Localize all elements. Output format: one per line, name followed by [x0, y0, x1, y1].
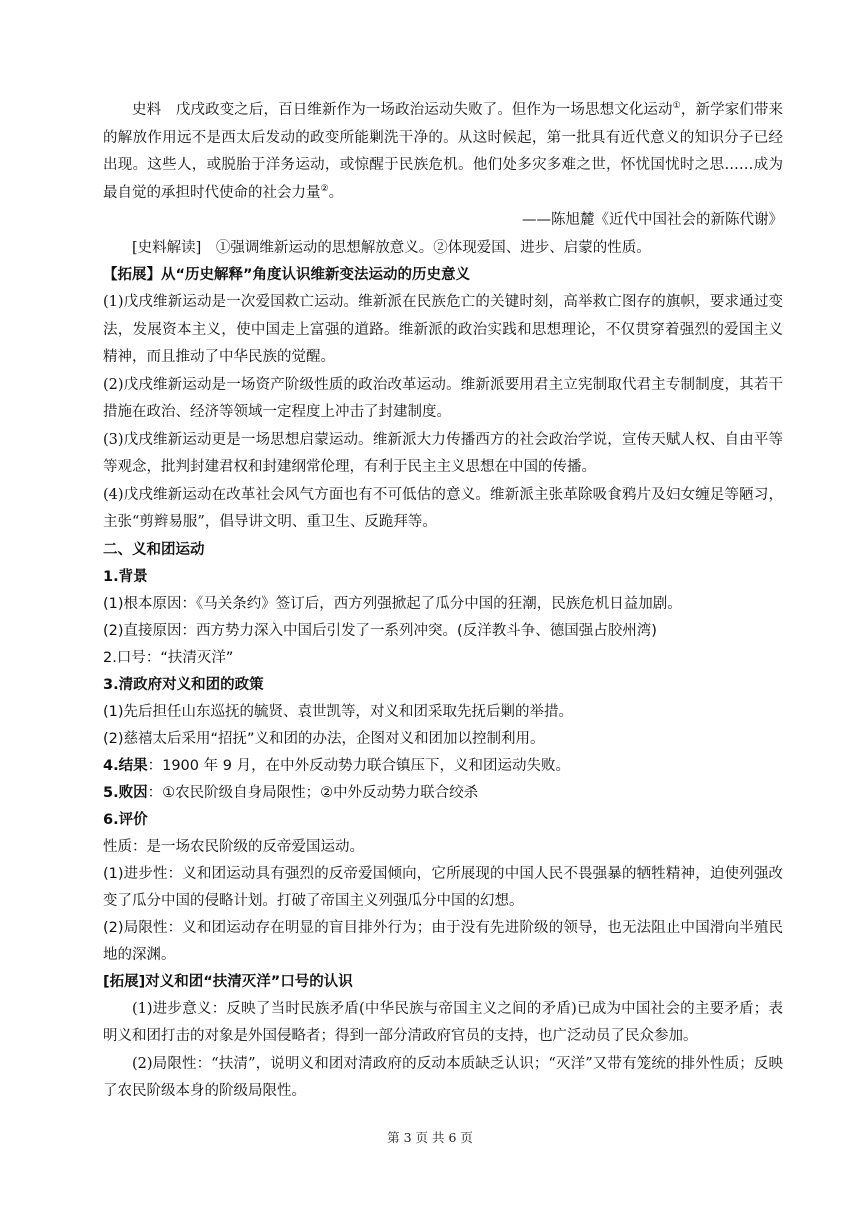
expand1-item: (4)戊戌维新运动在改革社会风气方面也有不可低估的意义。维新派主张革除吸食鸦片及妇女缠足等陋习，主张“剪辫易服”，倡导讲文明、重卫生、反跪拜等。	[103, 486, 783, 530]
expand1-item: (2)戊戌维新运动是一场资产阶级性质的政治改革运动。维新派要用君主立宪制取代君主专制制度，其若干措施在政治、经济等领域一定程度上冲击了封建制度。	[103, 376, 783, 420]
excerpt-interpretation: [史料解读] ①强调维新运动的思想解放意义。②体现爱国、进步、启蒙的性质。	[132, 239, 651, 256]
excerpt-source: ——陈旭麓《近代中国社会的新陈代谢》	[522, 212, 783, 228]
policy-item: (1)先后担任山东巡抚的毓贤、袁世凯等，对义和团采取先抚后剿的举措。	[103, 703, 574, 720]
expand1-title: 【拓展】从“历史解释”角度认识维新变法运动的历史意义	[103, 267, 471, 283]
evaluation-item: (2)局限性：义和团运动存在明显的盲目排外行为；由于没有先进阶级的领导，也无法阻止中国滑向半殖民地的深渊。	[103, 919, 783, 963]
section-2	[103, 537, 783, 996]
result-label: 4.结果	[103, 757, 148, 774]
expand2-item: (1)进步意义：反映了当时民族矛盾(中华民族与帝国主义之间的矛盾)已成为中国社会的主要矛盾；表明义和团打击的对象是外国侵略者；得到一部分清政府官员的支持，也广泛动员了民众参加。	[103, 1000, 783, 1044]
expand2-title: [拓展]对义和团“扶清灭洋”口号的认识	[103, 973, 353, 990]
expand1-item: (1)戊戌维新运动是一次爱国救亡运动。维新派在民族危亡的关键时刻，高举救亡图存的旗帜，要求通过变法，发展资本主义，使中国走上富强的道路。维新派的政治实践和思想理论，不仅贯穿着强烈的爱国主义精神，而且推动了中华民族的觉醒。	[103, 294, 783, 365]
policy-item: (2)慈禧太后采用“招抚”义和团的办法，企图对义和团加以控制利用。	[103, 730, 545, 747]
policy-title: 3.清政府对义和团的政策	[103, 676, 264, 693]
cause-label: 5.败因	[103, 784, 148, 801]
section2-title: 二、义和团运动	[103, 541, 205, 558]
excerpt-text-2: ，新学家们带来的解放作用远不是西太后发动的政变所能剿洗干净的。从这时候起，第一批具有近代意义的知识分子已经出现。这些人，或脱胎于洋务运动，或惊醒于民族危机。他们处多灾多难之世，怀忧国忧时之思……成为最自觉的承担时代使命的社会力量	[103, 102, 784, 201]
cause-line	[103, 780, 783, 807]
excerpt-end: 。	[328, 184, 344, 201]
footnote-2: ②	[320, 183, 329, 194]
page-content	[103, 97, 783, 1106]
slogan-line: 2.口号：“扶清灭洋”	[103, 649, 234, 666]
cause-text: ：①农民阶级自身局限性；②中外反动势力联合绞杀	[147, 784, 479, 801]
background-title: 1.背景	[103, 568, 148, 585]
evaluation-title: 6.评价	[103, 811, 148, 828]
excerpt-paragraph	[103, 97, 783, 207]
result-text: ：1900 年 9 月，在中外反动势力联合镇压下，义和团运动失败。	[147, 757, 571, 774]
expand2-item: (2)局限性：“扶清”，说明义和团对清政府的反动本质缺乏认识；“灭洋”又带有笼统的排外性质；反映了农民阶级本身的阶级局限性。	[103, 1055, 783, 1099]
page-footer: 第 3 页 共 6 页	[387, 1130, 473, 1145]
nature-line: 性质：是一场农民阶级的反帝爱国运动。	[103, 838, 364, 855]
background-item: (1)根本原因：《马关条约》签订后，西方列强掀起了瓜分中国的狂潮，民族危机日益加剧。	[103, 595, 682, 612]
evaluation-item: (1)进步性：义和团运动具有强烈的反帝爱国倾向，它所展现的中国人民不畏强暴的牺牲精神，迫使列强改变了瓜分中国的侵略计划。打破了帝国主义列强瓜分中国的幻想。	[103, 865, 783, 909]
background-item: (2)直接原因：西方势力深入中国后引发了一系列冲突。(反洋教斗争、德国强占胶州湾)	[103, 622, 657, 639]
excerpt-text: 戊戌政变之后，百日维新作为一场政治运动失败了。但作为一场思想文化运动	[175, 102, 673, 118]
excerpt-label: 史料	[132, 102, 162, 118]
expand1-item: (3)戊戌维新运动更是一场思想启蒙运动。维新派大力传播西方的社会政治学说，宣传天赋人权、自由平等等观念，批判封建君权和封建纲常伦理，有利于民主主义思想在中国的传播。	[103, 431, 783, 475]
footnote-1: ①	[672, 101, 681, 112]
result-line	[103, 753, 783, 780]
